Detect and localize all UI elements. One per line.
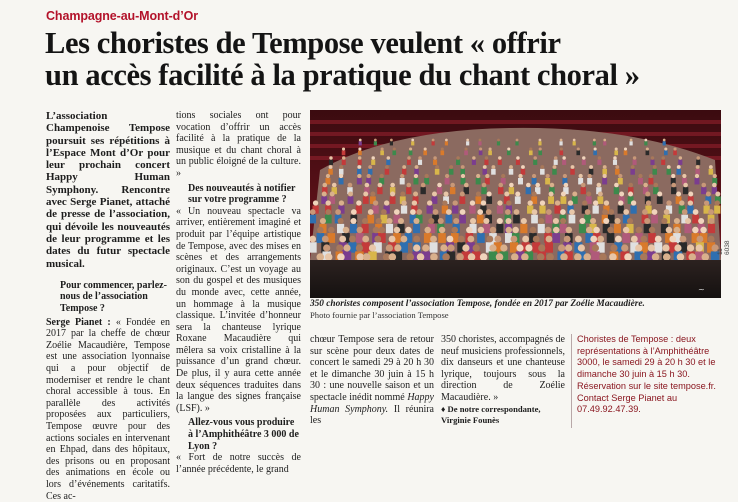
- caption-credit: Photo fournie par l’association Tempose: [310, 309, 449, 320]
- article-lead: L’association Champenoise Tempose poursuit ses répétitions à l’Espace Mont d’Or pour leur prochain concert Happy Human Symphony. Rencontre avec Serge Pianet, attaché de presse de l’association, qui dévoile les nouveautés de leur programme et les dates du futur spectacle musical.: [46, 110, 170, 270]
- question-2: Des nouveautés à notifier sur votre programme ?: [188, 182, 296, 206]
- question-1: Pour commencer, parlez-nous de l’association Tempose ?: [60, 279, 167, 315]
- article-column-3: [310, 334, 434, 427]
- info-box: Choristes de Tempose : deux représentations à l’Amphithéâtre 3000, le samedi 29 à 20 h 30 et le dimanche 30 juin à 15 h 30. Réservation sur le site tempose.fr. Contact Serge Pianet au 07.49.92.47.39.: [577, 334, 716, 415]
- answer-1: [46, 317, 170, 502]
- headline-line-2: un accès facilité à la pratique du chant choral »: [45, 58, 640, 92]
- choir-photo: [310, 110, 721, 298]
- col4-text: 350 choristes, accompagnés de neuf musiciens professionnels, dix danseurs et une chanteuse lyrique, toujours sous la direction de Zoélie Macaudière. »: [441, 334, 565, 403]
- speaker-name: Serge Pianet :: [46, 316, 111, 328]
- col2-text-1: tions sociales ont pour vocation d’offrir un accès facilité à la pratique de la musique et du chant choral à un public éloigné de la culture. »: [176, 110, 301, 179]
- section-label: Champagne-au-Mont-d’Or: [46, 9, 198, 23]
- col3-text-main: chœur Tempose sera de retour sur scène pour deux dates de concert le samedi 29 à 20 h 30 et le dimanche 30 juin à 15 h 30 : une nouvelle saison et un spectacle inédit nommé: [310, 334, 434, 403]
- col2-text-3: « Fort de notre succès de l’année précédente, le grand: [176, 452, 301, 475]
- col3-text-end: Il réunira les: [310, 403, 434, 427]
- photo-caption: [310, 299, 725, 320]
- col2-text-2: « Un nouveau spectacle va arriver, entièrement imaginé et produit par l’équipe artistique de Tempose, avec des mises en scènes et des arrangements originaux. C’est un voyage au son du gospel et des musiques du monde avec, cette année, un hommage à la musique classique. L’invitée d’honneur sera la chanteuse lyrique Roxane Macaudière qui mêlera sa voix cristalline à la puissance d’un grand chœur. De plus, il y aura cette année deux séquences traduites dans la langue des signes française (LSF). »: [176, 205, 301, 414]
- article-column-2: [176, 110, 301, 475]
- headline: [45, 27, 725, 91]
- article-column-4: [441, 334, 565, 427]
- caption-title: 350 choristes composent l’association Tempose, fondée en 2017 par Zoélie Macaudière.: [310, 299, 645, 309]
- col3-text: [310, 334, 434, 427]
- answer-1-text: « Fondée en 2017 par la cheffe de chœur Zoélie Macaudière, Tempose est une association lyonnaise qui a pour objectif de moderniser et rendre le chant choral accessible à tous. En parallèle des activités proposées aux particuliers, Tempose œuvre pour des actions sociales en intervenant en Ehpad, dans des hôpitaux, des prisons ou en proposant des animations en école ou lors d’événements caritatifs. Ces ac-: [46, 316, 170, 502]
- headline-line-1: Les choristes de Tempose veulent « offrir: [45, 26, 561, 60]
- infobox-divider: [571, 334, 572, 428]
- svg-text:~: ~: [698, 285, 705, 294]
- choir-photo-illustration: [310, 110, 721, 298]
- show-name: Happy Human Symphony.: [310, 391, 434, 415]
- signature-name: Virginie Founès: [441, 415, 500, 426]
- question-3: Allez-vous vous produire à l’Amphithéâtre 3 000 de Lyon ?: [188, 417, 299, 452]
- photo-side-credit: 11 - 6038: [717, 240, 731, 255]
- article-column-1: [46, 110, 170, 502]
- signature-prefix: ♦ De notre correspondante,: [441, 403, 541, 414]
